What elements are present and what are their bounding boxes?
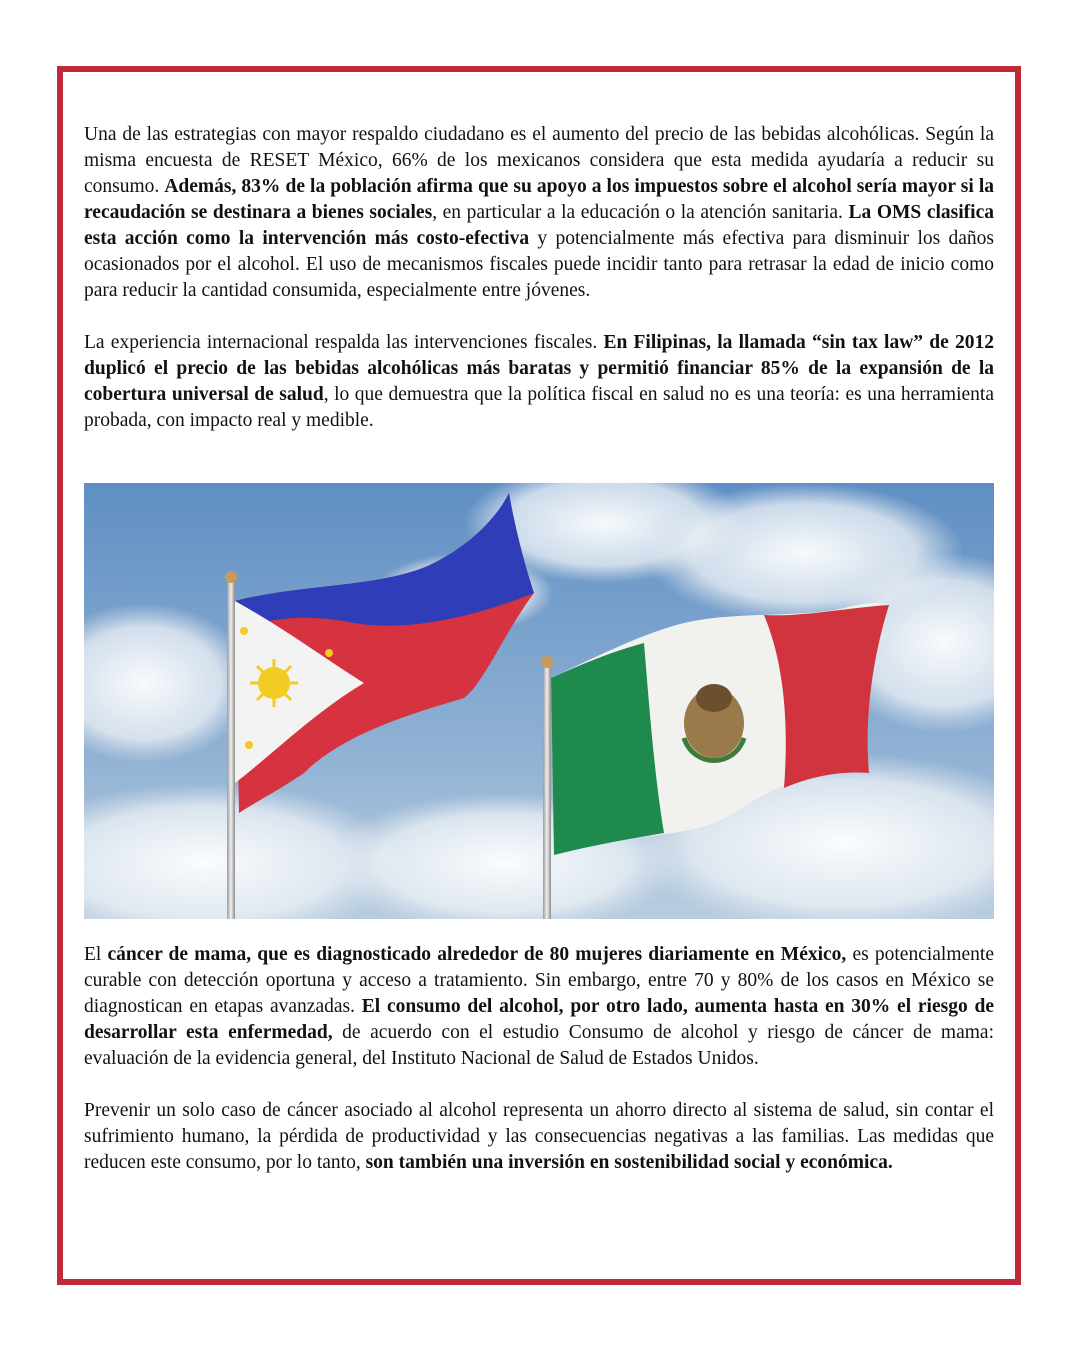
- text-segment-bold: En Filipinas, la llamada “sin tax law” de 2012 duplicó el precio de las bebidas alcohólicas más baratas y permitió financiar 85% de la expansión de la cobertura universal de salud: [84, 332, 994, 405]
- text-segment: La experiencia internacional respalda las intervenciones fiscales.: [84, 332, 604, 353]
- flags-photo: [84, 483, 994, 919]
- paragraph-international-experience: [84, 330, 994, 434]
- top-text-block: [84, 122, 994, 434]
- text-segment-bold: son también una inversión en sostenibilidad social y económica.: [365, 1152, 893, 1173]
- text-segment: es potencialmente curable con detección oportuna y acceso a tratamiento. Sin embargo, entre 70 y 80% de los casos en México se diagnostican en etapas avanzadas.: [84, 944, 994, 1017]
- paragraph-breast-cancer: [84, 942, 994, 1072]
- text-segment: y potencialmente más efectiva para disminuir los daños ocasionados por el alcohol. El uso de mecanismos fiscales puede incidir tanto para retrasar la edad de inicio como para reducir la cantidad consumida, especialmente entre jóvenes.: [84, 228, 995, 301]
- text-segment-bold: La OMS clasifica esta acción como la intervención más costo-efectiva: [84, 202, 994, 249]
- text-segment: de acuerdo con el estudio Consumo de alcohol y riesgo de cáncer de mama: evaluación de la evidencia general, del Instituto Nacional de Salud de Estados Unidos.: [84, 1022, 994, 1069]
- text-segment-bold: Además, 83% de la población afirma que su apoyo a los impuestos sobre el alcohol sería mayor si la recaudación se destinara a bienes sociales: [84, 176, 994, 223]
- text-segment: Una de las estrategias con mayor respaldo ciudadano es el aumento del precio de las bebidas alcohólicas. Según la misma encuesta de RESET México, 66% de los mexicanos considera que esta medida ayudaría a reducir su consumo.: [84, 124, 994, 197]
- text-segment: Prevenir un solo caso de cáncer asociado al alcohol representa un ahorro directo al sistema de salud, sin contar el sufrimiento humano, la pérdida de productividad y las consecuencias negativas a las familias. Las medidas que reducen este consumo, por lo tanto,: [84, 1100, 994, 1173]
- paragraph-tax-support: [84, 122, 994, 304]
- text-segment: , lo que demuestra que la política fiscal en salud no es una teoría: es una herramienta probada, con impacto real y medible.: [84, 384, 994, 431]
- paragraph-prevention: [84, 1098, 994, 1176]
- text-segment: El: [84, 944, 108, 965]
- bottom-text-block: [84, 942, 994, 1176]
- text-segment: , en particular a la educación o la atención sanitaria.: [432, 202, 849, 223]
- text-segment-bold: cáncer de mama, que es diagnosticado alrededor de 80 mujeres diariamente en México,: [107, 944, 847, 965]
- philippines-and-mexico-flags-photo: [84, 483, 994, 919]
- text-segment-bold: El consumo del alcohol, por otro lado, aumenta hasta en 30% el riesgo de desarrollar esta enfermedad,: [84, 996, 994, 1043]
